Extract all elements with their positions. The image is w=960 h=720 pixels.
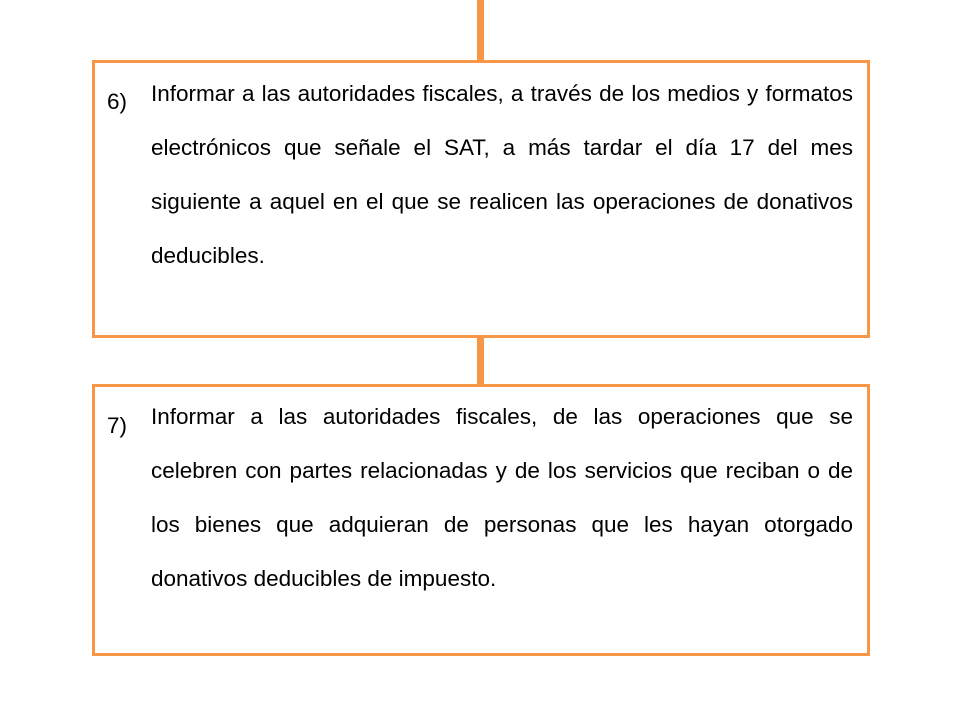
connector-line-middle	[477, 336, 484, 386]
step-item-6	[107, 75, 853, 283]
step-number-6: 6)	[107, 89, 128, 114]
connector-line-top	[477, 0, 484, 62]
step-text-6: Informar a las autoridades fiscales, a través de los medios y formatos electrónicos que señale el SAT, a más tardar el día 17 del mes siguiente a aquel en el que se realicen las operaciones de donativos deducibles.	[151, 81, 853, 268]
step-box-7	[92, 384, 870, 656]
step-item-7	[107, 399, 853, 606]
step-text-7: Informar a las autoridades fiscales, de las operaciones que se celebren con partes relacionadas y de los servicios que reciban o de los bienes que adquieran de personas que les hayan otorgado donativos deducibles de impuesto.	[151, 404, 853, 591]
step-number-7: 7)	[107, 413, 128, 438]
step-box-6	[92, 60, 870, 338]
